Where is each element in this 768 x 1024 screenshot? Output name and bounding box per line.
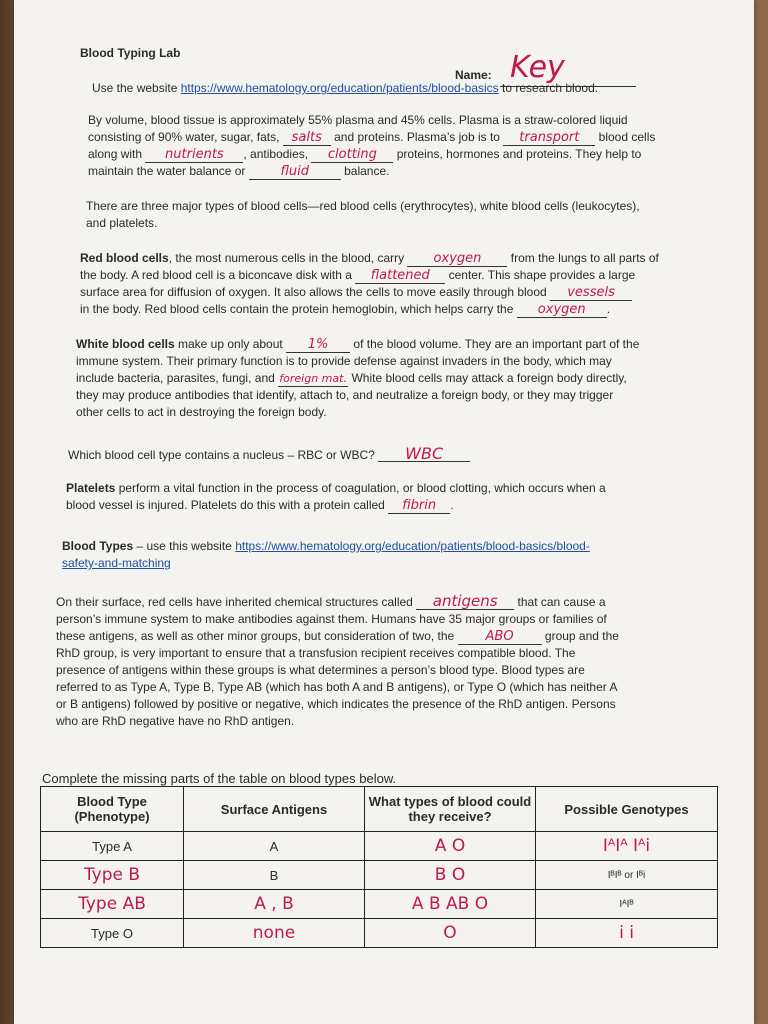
cell-phenotype: Type A bbox=[41, 832, 184, 861]
intro-line: Use the website https://www.hematology.org/education/patients/blood-basics to research blood. bbox=[92, 81, 599, 95]
antigens-paragraph: On their surface, red cells have inherited chemical structures called antigens that can cause a person’s immune system to make antibodies against them. Humans have 35 major groups or families of these antigens, as well as other minor groups, but consideration of two, the ABO group and the RhD group, is very important to ensure that a transfusion recipient receives compatible blood. The presence of antigens within these groups is what determines a person’s blood type. Blood types are referred to as Type A, Type B, Type AB (which has both A and B antigens), or Type O (which has neither A or B antigens) followed by positive or negative, which indicates the presence of the RhD antigen. Persons who are RhD negative have no RhD antigen. bbox=[56, 592, 619, 728]
cell-genotypes: IᴬIᴬ Iᴬi bbox=[536, 832, 718, 861]
answer-wbc: WBC bbox=[378, 446, 470, 462]
answer-antigens: antigens bbox=[416, 594, 514, 610]
white-blood-cells-paragraph: White blood cells make up only about 1% of the blood volume. They are an important part of the immune system. Their primary function is to provide defense against invaders in the body, which may include bacteria, parasites, fungi, and foreign mat. White blood cells may attack a foreign body directly, they may produce antibodies that identify, attach to, and neutralize a foreign body, or they may trigger other cells to act in destroying the foreign body. bbox=[76, 337, 640, 419]
header-genotypes: Possible Genotypes bbox=[536, 787, 718, 832]
header-antigens: Surface Antigens bbox=[184, 787, 365, 832]
cell-genotypes: IᴮIᴮ or Iᴮi bbox=[536, 861, 718, 890]
cell-antigens: none bbox=[184, 919, 365, 948]
answer-oxygen-1: oxygen bbox=[407, 251, 507, 267]
table-caption: Complete the missing parts of the table on blood types below. bbox=[42, 771, 397, 786]
cell-genotypes: IᴬIᴮ bbox=[536, 890, 718, 919]
cell-types-paragraph: There are three major types of blood cells—red blood cells (erythrocytes), white blood cells (leukocytes), and platelets. bbox=[86, 199, 640, 230]
table-row bbox=[41, 832, 718, 861]
blood-basics-link[interactable]: https://www.hematology.org/education/patients/blood-basics bbox=[180, 81, 499, 95]
platelets-paragraph: Platelets perform a vital function in the process of coagulation, or blood clotting, which occurs when a blood vessel is injured. Platelets do this with a protein called fibrin . bbox=[66, 481, 606, 513]
cell-antigens: A bbox=[184, 832, 365, 861]
red-blood-cells-paragraph: Red blood cells, the most numerous cells in the blood, carry oxygen from the lungs to all parts of the body. A red blood cell is a biconcave disk with a flattened center. This shape provides a large surface area for diffusion of oxygen. It also allows the cells to move easily through blood vessels in the body. Red blood cells contain the protein hemoglobin, which helps carry the oxygen . bbox=[80, 251, 659, 317]
answer-vessels: vessels bbox=[550, 285, 632, 301]
header-receive: What types of blood could they receive? bbox=[365, 787, 536, 832]
answer-foreign-material: foreign mat. bbox=[279, 372, 347, 385]
table-row bbox=[41, 890, 718, 919]
blood-safety-link-cont[interactable]: safety-and-matching bbox=[62, 556, 171, 570]
cell-phenotype: Type B bbox=[41, 861, 184, 890]
cell-receive: A B AB O bbox=[365, 890, 536, 919]
blood-type-table bbox=[40, 786, 718, 948]
answer-clotting: clotting bbox=[311, 147, 393, 163]
name-label: Name: bbox=[455, 68, 492, 82]
cell-receive: A O bbox=[365, 832, 536, 861]
answer-transport: transport bbox=[503, 130, 595, 146]
answer-salts: salts bbox=[283, 130, 331, 146]
cell-phenotype: Type AB bbox=[41, 890, 184, 919]
table-row bbox=[41, 861, 718, 890]
cell-antigens: B bbox=[184, 861, 365, 890]
answer-oxygen-2: oxygen bbox=[517, 302, 607, 318]
answer-flattened: flattened bbox=[355, 268, 445, 284]
answer-fibrin: fibrin bbox=[388, 498, 450, 514]
blood-types-heading: Blood Types – use this website https://www.hematology.org/education/patients/blood-basics/blood- safety-and-matching bbox=[62, 539, 590, 570]
answer-nutrients: nutrients bbox=[145, 147, 243, 163]
answer-abo: ABO bbox=[458, 629, 542, 645]
table-row bbox=[41, 919, 718, 948]
nucleus-question: Which blood cell type contains a nucleus – RBC or WBC? WBC bbox=[68, 446, 470, 464]
answer-fluid: fluid bbox=[249, 164, 341, 180]
blood-safety-link[interactable]: https://www.hematology.org/education/patients/blood-basics/blood- bbox=[235, 539, 590, 553]
plasma-paragraph: By volume, blood tissue is approximately 55% plasma and 45% cells. Plasma is a straw-colored liquid consisting of 90% water, sugar, fats, salts and proteins. Plasma’s job is to transport blood cells along with nutrients , antibodies, clotting proteins, hormones and proteins. They help to maintain the water balance or fluid balance. bbox=[88, 113, 656, 179]
name-handwritten: Key bbox=[510, 50, 565, 85]
cell-genotypes: i i bbox=[536, 919, 718, 948]
answer-percent: 1% bbox=[286, 337, 350, 353]
cell-receive: O bbox=[365, 919, 536, 948]
header-phenotype: Blood Type (Phenotype) bbox=[41, 787, 184, 832]
cell-phenotype: Type O bbox=[41, 919, 184, 948]
page-title: Blood Typing Lab bbox=[80, 46, 181, 60]
cell-antigens: A , B bbox=[184, 890, 365, 919]
cell-receive: B O bbox=[365, 861, 536, 890]
table-header-row bbox=[41, 787, 718, 832]
